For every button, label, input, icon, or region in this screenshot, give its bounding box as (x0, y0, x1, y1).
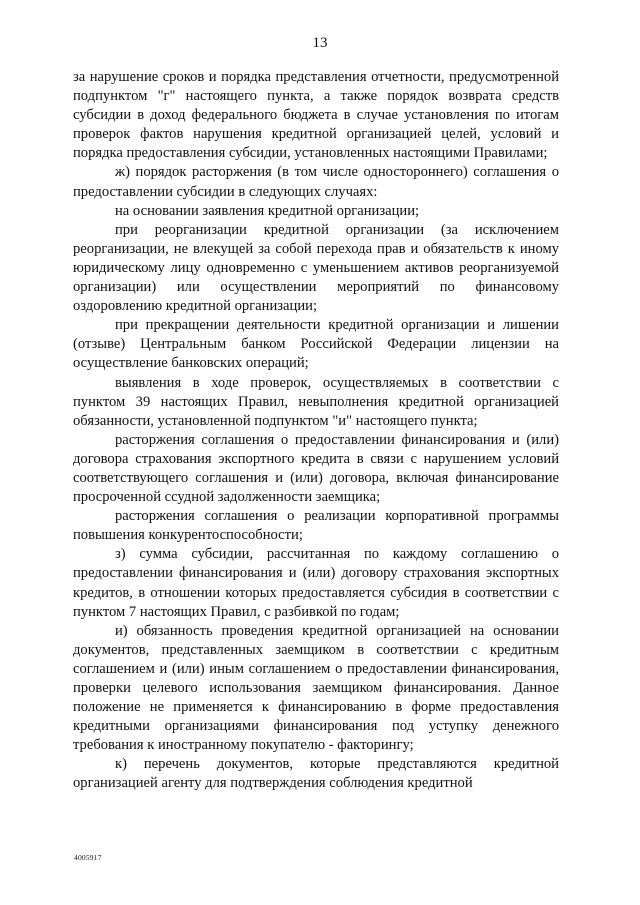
paragraph-5: при прекращении деятельности кредитной организации и лишении (отзыве) Центральным банком Российской Федерации лицензии на осуществление банковских операций; (73, 317, 559, 372)
paragraph-10: и) обязанность проведения кредитной организацией на основании документов, представленных заемщиком в соответствии с кредитным соглашением и (или) иным соглашением о предоставлении финансирования, проверки целевого использования заемщиком финансирования. Данное положение не применяется к финансированию в форме предоставления кредитными организациями финансирования под уступку денежного требования к иностранному покупателю - факторингу; (73, 622, 559, 754)
paragraph-3: на основании заявления кредитной организации; (115, 202, 420, 219)
document-code: 4005917 (74, 853, 102, 862)
paragraph-11: к) перечень документов, которые представляются кредитной организацией агенту для подтверждения соблюдения кредитной (73, 756, 559, 792)
paragraph-4: при реорганизации кредитной организации (за исключением реорганизации, не влекущей за собой перехода прав и обязательств к иному юридическому лицу одновременно с уменьшением активов реорганизуемой организации) или осуществлении мероприятий по финансовому оздоровлению кредитной организации; (73, 221, 559, 315)
paragraph-6: выявления в ходе проверок, осуществляемых в соответствии с пунктом 39 настоящих Правил, невыполнения кредитной организацией обязанности, установленной подпунктом "и" настоящего пункта; (73, 374, 559, 429)
paragraph-2: ж) порядок расторжения (в том числе одностороннего) соглашения о предоставлении субсидии в следующих случаях: (73, 164, 559, 200)
paragraph-9: з) сумма субсидии, рассчитанная по каждому соглашению о предоставлении финансирования и (или) договору страхования экспортных кредитов, в отношении которых предоставляется субсидия в соответствии с пунктом 7 настоящих Правил, с разбивкой по годам; (73, 546, 559, 620)
page-number: 13 (312, 35, 328, 51)
paragraph-7: расторжения соглашения о предоставлении финансирования и (или) договора страхования экспортного кредита в связи с нарушением условий соответствующего соглашения и (или) договора, включая финансирование просроченной ссудной задолженности заемщика; (73, 431, 559, 506)
paragraph-8: расторжения соглашения о реализации корпоративной программы повышения конкурентоспособности; (73, 508, 559, 544)
document-body (73, 68, 559, 794)
paragraph-1: за нарушение сроков и порядка представления отчетности, предусмотренной подпунктом "г" настоящего пункта, а также порядок возврата средств субсидии в доход федерального бюджета в случае установления по итогам проверок фактов нарушения кредитной организацией целей, условий и порядка предоставления субсидии, установленных настоящими Правилами; (73, 69, 559, 162)
